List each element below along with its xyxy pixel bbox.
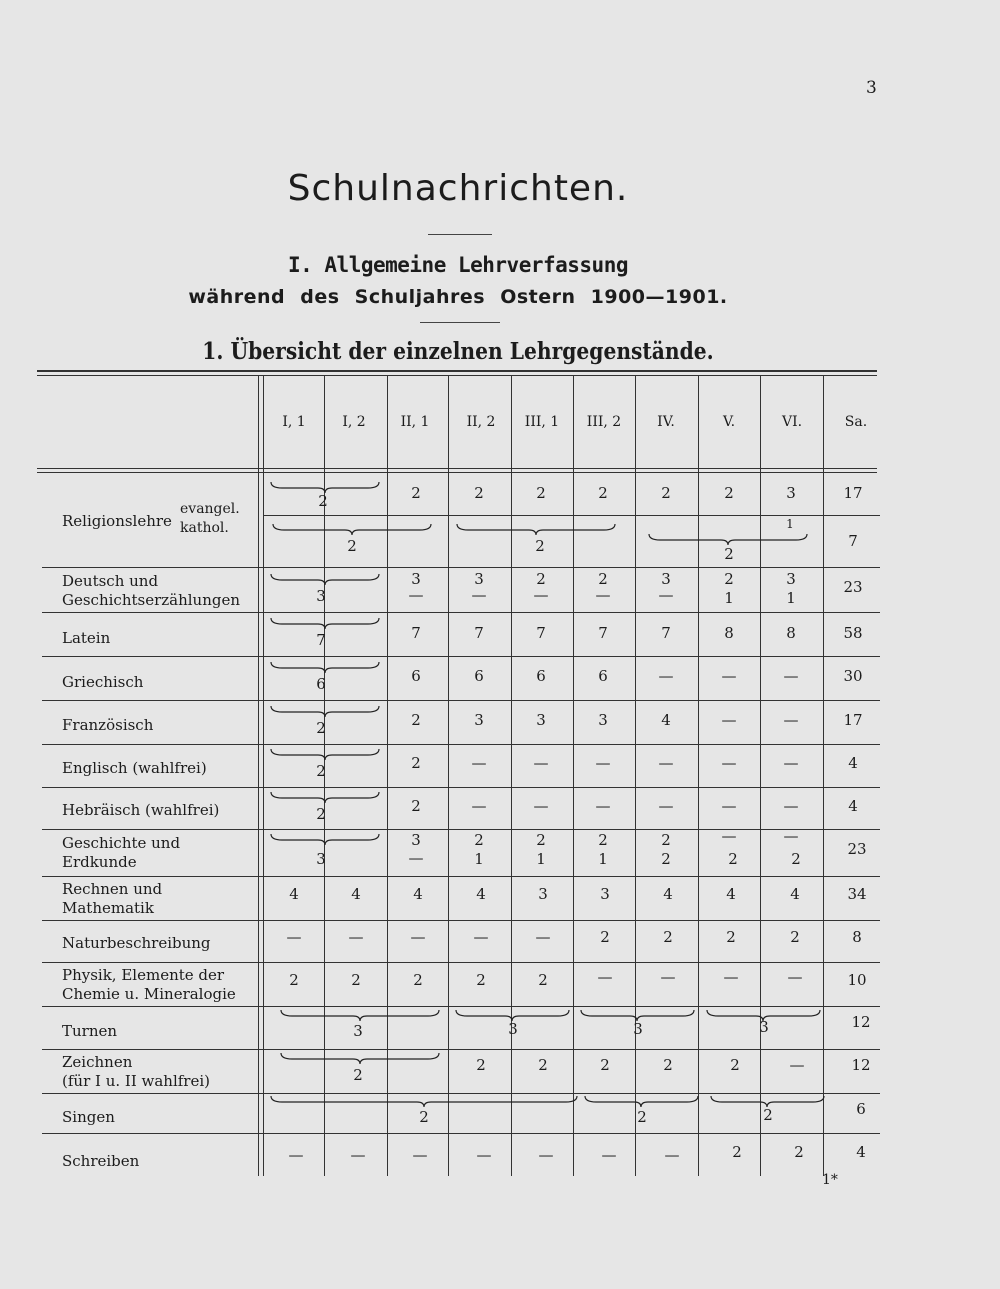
cell: 2 [347,537,357,555]
cell: 1 [786,589,796,607]
cell: 2 [726,928,736,946]
col-header: V. [722,414,736,430]
cell: — [658,797,674,815]
cell: 6 [598,667,608,685]
cell: 7 [411,624,421,642]
col-line [263,376,264,1176]
row-label-deutsch: Geschichtserzählungen [62,591,241,609]
col-header: VI. [781,414,803,430]
cell: — [664,1146,680,1164]
cell: 2 [413,971,423,989]
cell: 4 [351,885,361,903]
cell: 3 [538,885,548,903]
cell: 1 [724,589,734,607]
cell: — [783,754,799,772]
section-subheading: während des Schuljahres Ostern 1900—1901. [188,286,728,308]
cell: 3 [411,570,421,588]
row-label-griechisch: Griechisch [62,673,144,691]
brace [584,1094,699,1108]
cell: 4 [661,711,671,729]
cell: 2 [411,754,421,772]
cell: — [412,1146,428,1164]
cell: — [471,797,487,815]
divider [428,234,492,235]
cell: 2 [535,537,545,555]
cell: 7 [536,624,546,642]
cell: 1 [598,850,608,868]
row-line [42,700,880,701]
cell: — [787,968,803,986]
cell: 4 [726,885,736,903]
cell: 2 [536,484,546,502]
brace [270,790,380,804]
cell: 3 [474,570,484,588]
cell: 2 [411,711,421,729]
cell: 10 [847,971,867,989]
cell: 2 [318,492,328,510]
cell: — [288,1146,304,1164]
cell: 2 [476,1056,486,1074]
cell: — [595,754,611,772]
row-label-franzoesisch: Französisch [62,716,154,734]
cell: 1 [786,517,794,531]
cell: 17 [843,711,863,729]
cell: — [660,968,676,986]
row-label-physik: Chemie u. Mineralogie [62,985,236,1003]
row-line [42,744,880,745]
col-line [258,376,259,1176]
cell: 6 [536,667,546,685]
cell: 2 [728,850,738,868]
row-label-rechnen: Rechnen und [62,880,163,898]
cell: 2 [289,971,299,989]
cell: — [658,586,674,604]
cell: 2 [474,484,484,502]
cell: 2 [732,1143,742,1161]
divider [420,322,500,323]
header-rule [37,472,877,473]
col-header: Sa. [844,414,868,430]
cell: 2 [663,1056,673,1074]
col-line [448,376,449,1176]
cell: 3 [316,587,326,605]
cell: 2 [536,570,546,588]
cell: — [601,1146,617,1164]
col-header: II, 1 [400,414,430,430]
cell: — [597,968,613,986]
brace [280,1008,440,1022]
cell: — [538,1146,554,1164]
cell: — [350,1146,366,1164]
cell: 8 [786,624,796,642]
cell: — [595,797,611,815]
cell: 7 [661,624,671,642]
row-label-schreiben: Schreiben [62,1152,140,1170]
cell: — [471,754,487,772]
cell: 58 [843,624,863,642]
cell: 4 [790,885,800,903]
cell: 8 [724,624,734,642]
signature-mark: 1* [822,1172,838,1188]
cell: 1 [474,850,484,868]
cell: — [535,928,551,946]
col-header: I, 2 [342,414,366,430]
cell: 3 [536,711,546,729]
cell: 7 [474,624,484,642]
cell: 2 [724,570,734,588]
cell: 8 [852,928,862,946]
cell: — [533,586,549,604]
cell: 23 [847,840,867,858]
brace [270,747,380,761]
cell: 4 [476,885,486,903]
cell: 2 [351,971,361,989]
cell: — [721,667,737,685]
col-header: I, 1 [282,414,306,430]
cell: 2 [538,1056,548,1074]
cell: 3 [353,1022,363,1040]
cell: 2 [316,762,326,780]
header-rule [37,468,877,469]
row-line [42,962,880,963]
cell: 3 [598,711,608,729]
row-label-singen: Singen [62,1108,115,1126]
cell: 12 [851,1013,871,1031]
cell: 6 [474,667,484,685]
cell: 2 [791,850,801,868]
subsection-title: 1. Übersicht der einzelnen Lehrgegenstände. [202,338,714,365]
row-label-geschichte: Geschichte und [62,834,181,852]
cell: 17 [843,484,863,502]
cell: 4 [848,797,858,815]
col-line [573,376,574,1176]
cell: 23 [843,578,863,596]
cell: — [348,928,364,946]
cell: 12 [851,1056,871,1074]
row-label-religion: Religionslehre [62,512,172,530]
section-heading: I. Allgemeine Lehrverfassung [287,253,628,277]
brace [270,660,380,674]
row-subline [263,515,880,516]
cell: — [721,711,737,729]
cell: — [783,827,799,845]
row-label-latein: Latein [62,629,111,647]
cell: 3 [633,1020,643,1038]
row-line [42,1006,880,1007]
cell: — [473,928,489,946]
cell: 6 [316,675,326,693]
cell: 4 [663,885,673,903]
row-label-physik: Physik, Elemente der [62,966,225,984]
cell: 7 [598,624,608,642]
cell: 4 [289,885,299,903]
row-line [42,920,880,921]
cell: 2 [598,484,608,502]
cell: 2 [661,850,671,868]
cell: — [476,1146,492,1164]
cell: 2 [794,1143,804,1161]
cell: — [408,849,424,867]
row-label-kathol: kathol. [180,520,229,536]
col-line [511,376,512,1176]
cell: 2 [598,831,608,849]
brace [270,832,380,846]
row-label-zeichnen: (für I u. II wahlfrei) [62,1072,211,1090]
cell: 2 [316,719,326,737]
row-label-turnen: Turnen [62,1022,118,1040]
cell: 3 [600,885,610,903]
row-line [42,787,880,788]
cell: 30 [843,667,863,685]
cell: 2 [353,1066,363,1084]
cell: 3 [759,1018,769,1036]
cell: 4 [413,885,423,903]
brace [270,616,380,630]
brace [272,522,432,536]
brace [280,1051,440,1065]
cell: 3 [411,831,421,849]
cell: 2 [598,570,608,588]
cell: 6 [411,667,421,685]
cell: 2 [474,831,484,849]
page-number: 3 [866,78,877,98]
cell: 2 [661,484,671,502]
row-label-englisch: Englisch (wahlfrei) [62,759,207,777]
table-top-rule [37,370,877,372]
cell: 2 [600,928,610,946]
cell: 7 [316,631,326,649]
cell: — [410,928,426,946]
row-label-natur: Naturbeschreibung [62,934,211,952]
cell: 3 [508,1020,518,1038]
cell: 2 [763,1106,773,1124]
cell: 2 [790,928,800,946]
cell: — [408,586,424,604]
col-line [823,376,824,1176]
col-line [635,376,636,1176]
cell: 2 [637,1108,647,1126]
row-line [42,1133,880,1134]
row-line [42,876,880,877]
row-label-hebraeisch: Hebräisch (wahlfrei) [62,801,220,819]
cell: 2 [730,1056,740,1074]
cell: 7 [848,532,858,550]
cell: — [783,711,799,729]
cell: — [783,667,799,685]
cell: 2 [538,971,548,989]
row-line [42,829,880,830]
row-label-zeichnen: Zeichnen [62,1053,133,1071]
cell: — [533,754,549,772]
cell: — [721,827,737,845]
brace [270,572,380,586]
cell: 6 [856,1100,866,1118]
cell: 2 [661,831,671,849]
row-line [42,567,880,568]
cell: 2 [724,484,734,502]
row-line [42,656,880,657]
col-header: II, 2 [466,414,496,430]
cell: 3 [316,850,326,868]
cell: — [723,968,739,986]
cell: 2 [476,971,486,989]
cell: 34 [847,885,867,903]
cell: 2 [316,805,326,823]
row-line [42,1049,880,1050]
cell: — [286,928,302,946]
col-header: III, 1 [524,414,560,430]
cell: 3 [786,484,796,502]
col-header: IV. [657,414,675,430]
cell: 2 [411,484,421,502]
cell: — [595,586,611,604]
cell: — [471,586,487,604]
brace [270,1094,578,1108]
row-line [42,612,880,613]
col-header: III, 2 [586,414,622,430]
cell: 1 [536,850,546,868]
cell: — [789,1056,805,1074]
row-label-deutsch: Deutsch und [62,572,159,590]
row-label-evangel: evangel. [180,501,240,517]
cell: 4 [856,1143,866,1161]
cell: — [533,797,549,815]
cell: 2 [663,928,673,946]
cell: 2 [419,1108,429,1126]
col-line [698,376,699,1176]
cell: — [658,754,674,772]
brace [648,532,808,546]
row-label-rechnen: Mathematik [62,899,154,917]
cell: 3 [786,570,796,588]
cell: 2 [536,831,546,849]
brace [270,704,380,718]
cell: — [721,797,737,815]
cell: 2 [600,1056,610,1074]
cell: 4 [848,754,858,772]
cell: 2 [724,545,734,563]
cell: — [721,754,737,772]
col-line [760,376,761,1176]
cell: 3 [474,711,484,729]
cell: 3 [661,570,671,588]
cell: 2 [411,797,421,815]
table-top-rule [37,375,877,376]
row-label-geschichte: Erdkunde [62,853,137,871]
cell: — [658,667,674,685]
cell: — [783,797,799,815]
page-title: Schulnachrichten. [287,168,629,209]
brace [456,522,616,536]
